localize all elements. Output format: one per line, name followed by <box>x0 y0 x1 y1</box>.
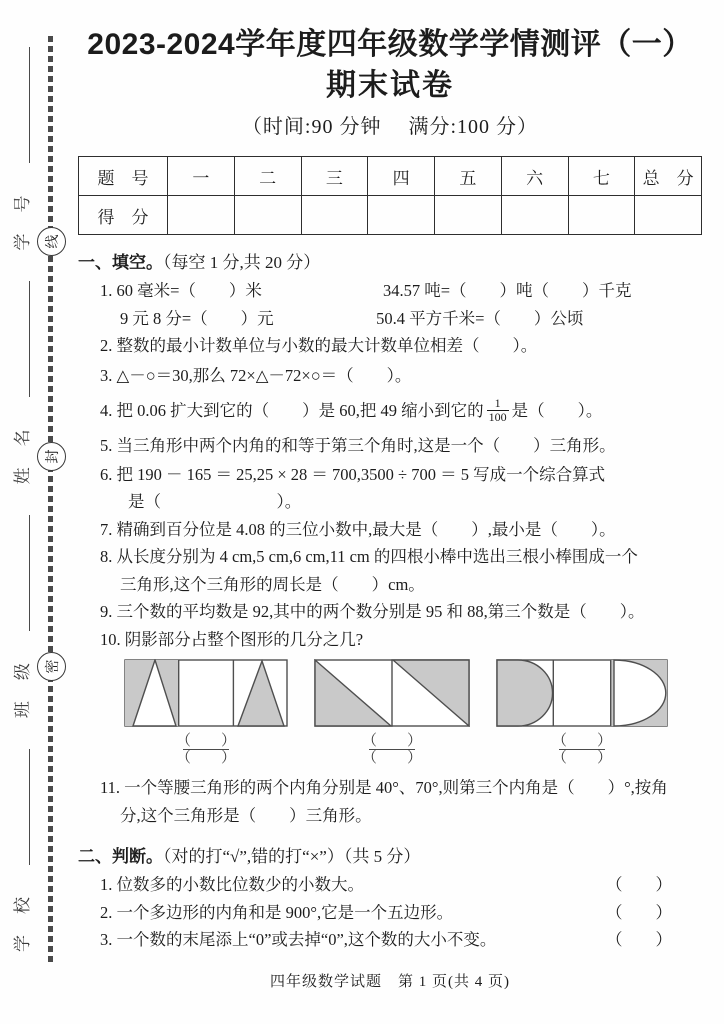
score-header-cell: 四 <box>368 157 435 196</box>
judge-question-3 <box>78 926 702 954</box>
class-label: 班 级 <box>12 661 32 719</box>
question-3: 3. △－○＝30,那么 72×△－72×○＝（ ）。 <box>100 365 412 385</box>
score-empty-cell <box>568 196 635 235</box>
judge-2-text: 2. 一个多边形的内角和是 900°,它是一个五边形。 <box>100 902 454 922</box>
score-row-label: 得 分 <box>79 196 168 235</box>
fraction-blank-numerator: （ ） <box>551 733 612 749</box>
score-table-header-row <box>79 157 702 196</box>
score-header-cell: 七 <box>568 157 635 196</box>
fraction-blank-numerator: （ ） <box>175 733 236 749</box>
score-empty-cell <box>501 196 568 235</box>
question-1-line1 <box>78 277 702 305</box>
name-label: 姓 名 <box>12 427 32 485</box>
fraction-blank-numerator: （ ） <box>361 733 422 749</box>
class-blank-line <box>11 515 30 631</box>
shaded-diagonals-figure <box>314 659 470 727</box>
figure-semicircles-rectangle <box>496 659 668 766</box>
score-header-cell: 二 <box>234 157 301 196</box>
fraction-denominator: 100 <box>488 410 507 424</box>
score-header-cell: 六 <box>501 157 568 196</box>
judge-1-answer-blank: （ ） <box>606 875 672 894</box>
q1-blank-ton-kg: 34.57 吨=（ ）吨（ ）千克 <box>382 281 632 300</box>
student-number-label: 学 号 <box>12 193 32 251</box>
judge-3-text: 3. 一个数的末尾添上“0”或去掉“0”,这个数的大小不变。 <box>100 930 497 949</box>
question-4 <box>78 391 702 431</box>
question-6-line2: 是（ ）。 <box>128 492 302 511</box>
score-empty-cell <box>234 196 301 235</box>
stamp-text: 线 <box>45 234 61 249</box>
question-9: 9. 三个数的平均数是 92,其中的两个数分别是 95 和 88,第三个数是（ ）。 <box>100 602 645 621</box>
section2-note: （对的打“√”,错的打“×”）（共 5 分） <box>163 847 421 866</box>
question-7: 7. 精确到百分位是 4.08 的三位小数中,最大是（ ）,最小是（ ）。 <box>100 519 616 539</box>
q4-text-before: 4. 把 0.06 扩大到它的（ ）是 60,把 49 缩小到它的 <box>100 400 484 420</box>
score-empty-cell <box>168 196 235 235</box>
score-header-cell: 三 <box>301 157 368 196</box>
score-table-score-row <box>79 196 702 235</box>
paper-title-line2: 期末试卷 <box>326 69 454 102</box>
name-blank-line <box>11 281 30 397</box>
seal-stamp-mi-char <box>37 652 66 681</box>
score-header-cell: 一 <box>168 157 235 196</box>
score-header-cell: 总 分 <box>635 157 702 196</box>
fraction-blank-denominator: （ ） <box>175 750 236 766</box>
shaded-semicircles-figure <box>496 659 668 727</box>
question-10: 10. 阴影部分占整个图形的几分之几? <box>100 629 364 649</box>
question-8-line2: 三角形,这个三角形的周长是（ ）cm。 <box>120 574 425 594</box>
section2-heading <box>78 843 702 871</box>
question-8-line1: 8. 从长度分别为 4 cm,5 cm,6 cm,11 cm 的四根小棒中选出三根小棒围成一个 <box>100 547 638 566</box>
question-11-line2: 分,这个三角形是（ ）三角形。 <box>120 805 372 825</box>
score-empty-cell <box>368 196 435 235</box>
page-footer: 四年级数学试题 第 1 页(共 4 页) <box>270 973 510 990</box>
answer-fraction-blank <box>552 733 612 766</box>
score-empty-cell <box>635 196 702 235</box>
shaded-triangles-figure <box>124 659 288 727</box>
seal-dashed-line <box>48 36 53 966</box>
score-header-cell: 五 <box>435 157 502 196</box>
score-header-cell: 题 号 <box>79 157 168 196</box>
judge-3-answer-blank: （ ） <box>606 930 672 949</box>
question-11-line1: 11. 一个等腰三角形的两个内角分别是 40°、70°,则第三个内角是（ ）°,按角 <box>100 778 668 797</box>
main-content <box>78 26 702 991</box>
fraction-1-over-100 <box>487 397 509 424</box>
question-1-line2 <box>78 305 702 333</box>
score-table <box>78 156 702 235</box>
time-and-score-meta: （时间:90 分钟 满分:100 分） <box>241 116 539 138</box>
fraction-blank-denominator: （ ） <box>361 750 422 766</box>
score-empty-cell <box>301 196 368 235</box>
q1-blank-yuan: 9 元 8 分=（ ）元 <box>120 308 274 328</box>
judge-1-text: 1. 位数多的小数比位数少的小数大。 <box>100 875 364 894</box>
question-2: 2. 整数的最小计数单位与小数的最大计数单位相差（ ）。 <box>100 336 538 355</box>
seal-stamp-line-char <box>37 227 66 256</box>
q1-blank-mm-to-m: 1. 60 毫米=（ ）米 <box>100 281 262 300</box>
school-label: 学 校 <box>12 895 32 952</box>
school-blank-line <box>11 749 30 865</box>
fraction-numerator: 1 <box>494 396 501 410</box>
section2-title: 二、判断。 <box>78 847 163 866</box>
judge-question-2 <box>78 899 702 927</box>
seal-stamp-feng-char <box>37 442 66 471</box>
score-empty-cell <box>435 196 502 235</box>
answer-fraction-blank <box>362 733 422 766</box>
answer-fraction-blank <box>176 733 236 766</box>
q1-blank-sqkm: 50.4 平方千米=（ ）公顷 <box>376 308 584 328</box>
question-10-figures <box>78 653 702 766</box>
paper-title-line1: 2023-2024学年度四年级数学学情测评（一） <box>87 28 693 61</box>
fraction-blank-denominator: （ ） <box>551 750 612 766</box>
stamp-text: 密 <box>45 659 61 674</box>
seal-margin-fill-in-strip <box>6 47 34 952</box>
figure-triangles-rectangle <box>124 659 288 766</box>
section1-title: 一、填空。 <box>78 253 163 272</box>
section1-heading <box>78 249 702 277</box>
question-6-line1: 6. 把 190 － 165 ＝ 25,25 × 28 ＝ 700,3500 ÷ 700 ＝ 5 写成一个综合算式 <box>100 464 606 484</box>
student-number-blank-line <box>11 47 30 163</box>
question-5: 5. 当三角形中两个内角的和等于第三个角时,这是一个（ ）三角形。 <box>100 435 616 455</box>
judge-2-answer-blank: （ ） <box>606 902 672 922</box>
section1-note: （每空 1 分,共 20 分） <box>163 253 321 272</box>
judge-question-1 <box>78 871 702 899</box>
q4-text-after: 是（ ）。 <box>511 400 603 420</box>
stamp-text: 封 <box>45 449 61 464</box>
figure-diagonal-squares <box>314 659 470 766</box>
